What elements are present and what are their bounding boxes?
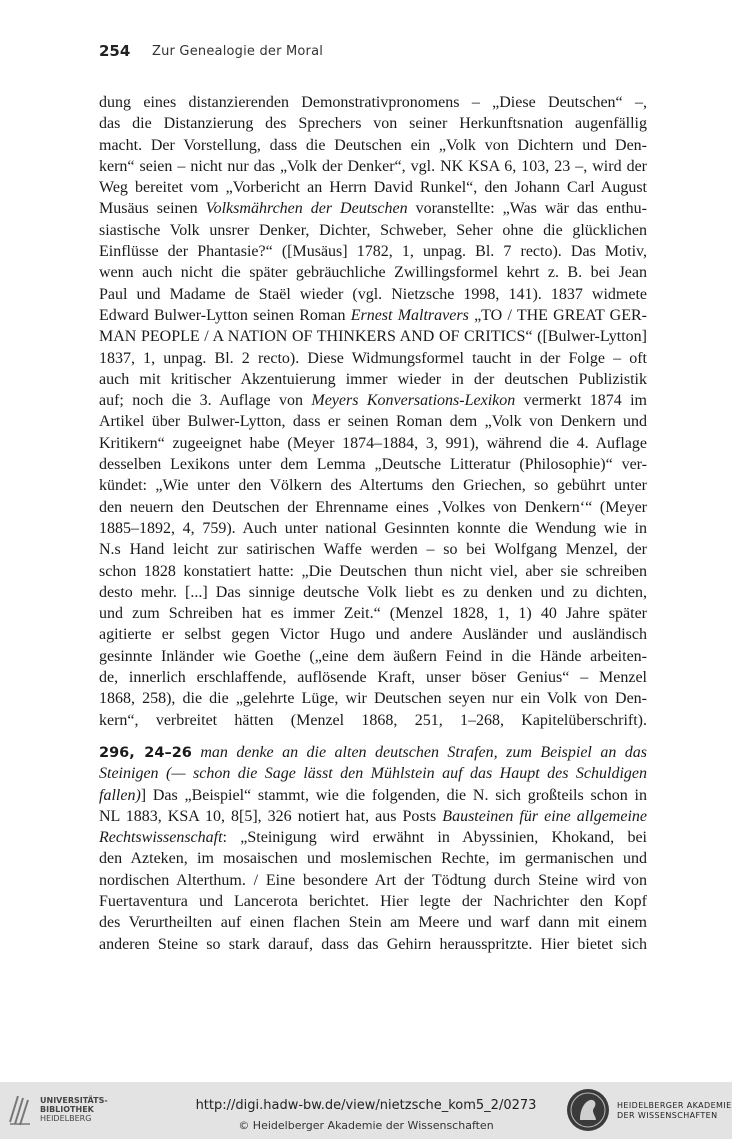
text-run: den Azteken, im mosaischen und moslemischen Rechte, im germanischen und [99, 850, 647, 868]
text-run: Musäus seinen [99, 200, 206, 218]
text-line [99, 390, 647, 411]
text-line [99, 603, 647, 624]
italic-text: fallen) [99, 786, 141, 804]
text-run: ] Das „Beispiel“ stammt, wie die folgenden, die N. sich großteils schon in [140, 786, 647, 804]
text-line [99, 806, 647, 827]
academy-name: HEIDELBERGER AKADEMIE DER WISSENSCHAFTEN [617, 1101, 732, 1120]
text-line [99, 326, 647, 347]
text-line [99, 92, 647, 113]
text-run: agitierte er selbst gegen Victor Hugo und andere Ausländer und ausländisch [99, 626, 647, 644]
text-line [99, 411, 647, 432]
text-line [99, 934, 647, 955]
text-line [99, 454, 647, 475]
text-line [99, 646, 647, 667]
text-run: das die Distanzierung des Sprechers von seiner Herkunftsnation augenfällig [99, 115, 647, 133]
text-line [99, 518, 647, 539]
text-line [99, 475, 647, 496]
text-run: Edward Bulwer-Lytton seinen Roman [99, 306, 351, 324]
text-run: macht. Der Vorstellung, dass die Deutschen ein „Volk von Dichtern und Den- [99, 136, 647, 154]
text-run: kern“, verbreitet hätten (Menzel 1868, 251, 1–268, Kapitelüberschrift). [99, 711, 647, 729]
text-line [99, 135, 647, 156]
text-line [99, 912, 647, 933]
page-number: 254 [99, 42, 131, 60]
italic-text: Meyers Konversations-Lexikon [311, 392, 516, 410]
text-run: : „Steinigung wird erwähnt in Abyssinien, Khokand, bei [222, 829, 647, 847]
academy-seal-icon [566, 1088, 610, 1132]
text-line [99, 198, 647, 219]
text-run: auf; noch die 3. Auflage von [99, 392, 312, 410]
text-line [99, 667, 647, 688]
text-run: 1885–1892, 4, 759). Auch unter national Gesinnten konnte die Wendung wie in [99, 519, 647, 537]
text-run: den neuern den Deutschen der Ehrenname eines ‚Volkes von Denkern‘“ (Meyer [99, 498, 647, 516]
text-line [99, 433, 647, 454]
text-line [99, 624, 647, 645]
italic-text: Volksmährchen der Deutschen [205, 200, 408, 218]
text-line [99, 827, 647, 848]
text-line [99, 870, 647, 891]
text-run: schon 1828 konstatiert hatte: „Die Deutschen thun nicht viel, aber sie schreiben [99, 562, 647, 580]
footer-bar [0, 1082, 732, 1139]
text-line [99, 220, 647, 241]
text-run: NL 1883, KSA 10, 8[5], 326 notiert hat, aus Posts [99, 807, 443, 825]
paragraph-1 [99, 92, 647, 731]
text-line [99, 113, 647, 134]
text-run: dung eines distanzierenden Demonstrativpronomens – „Diese Deutschen“ –, [99, 94, 647, 111]
text-run: 1868, 258), die die „gelehrte Lüge, wir Deutschen seyen nur ein Volk von Den- [99, 690, 647, 708]
text-run: 1837, 1, unpag. Bl. 2 recto). Diese Widmungsformel taucht in der Folge – oft [99, 349, 647, 367]
text-run: auch mit kritischer Akzentuierung immer wieder in der deutschen Publizistik [99, 370, 647, 388]
italic-text: Rechtswissenschaft [99, 829, 223, 847]
text-line [99, 582, 647, 603]
text-line [99, 284, 647, 305]
text-run: voranstellte: „Was wär das enthu- [407, 200, 647, 218]
text-run: gesinnte Inländer wie Goethe („eine dem äußern Feind in die Hände arbeiten- [99, 647, 647, 665]
university-library-name: UNIVERSITÄTS- BIBLIOTHEK HEIDELBERG [40, 1096, 108, 1123]
text-run: de, innerlich erschlaffende, auflösende Kraft, unser böser Genius“ – Menzel [99, 669, 647, 687]
text-run: wenn auch nicht die später gebräuchliche Zwillingsformel kehrt z. B. bei Jean [99, 264, 647, 282]
text-run: Weg bereitet vom „Vorbericht an Herrn David Runkel“, den Johann Carl August [99, 179, 647, 197]
lemma-reference: 296, 24–26 [99, 744, 192, 761]
text-run: Fuertaventura und Lancerota berichtet. Hier legte der Nachrichter den Kopf [99, 892, 647, 910]
text-line [99, 848, 647, 869]
italic-text: Steinigen (— schon die Sage lässt den Mühlstein auf das Haupt des Schuldigen [99, 765, 647, 783]
italic-text: Ernest Maltravers [350, 306, 469, 324]
text-run: „TO / THE GREAT GER- [468, 306, 648, 324]
page-body [99, 92, 647, 955]
text-run: desselben Lexikons unter dem Lemma „Deutsche Litteratur (Philosophie)“ ver- [99, 456, 647, 474]
text-run: vermerkt 1874 im [515, 392, 647, 410]
text-run: MAN PEOPLE / A NATION OF THINKERS AND OF CRITICS“ ([Bulwer-Lytton] [99, 328, 647, 346]
running-title: Zur Genealogie der Moral [152, 44, 324, 59]
text-run: Artikel über Bulwer-Lytton, dass er seinen Roman dem „Volk von Denkern und [99, 413, 647, 431]
text-line [99, 891, 647, 912]
text-line [99, 539, 647, 560]
text-line [99, 241, 647, 262]
paragraph-2 [99, 742, 647, 955]
text-line [99, 785, 647, 806]
italic-text: Bausteinen für eine allgemeine [442, 807, 648, 825]
text-run: und zum Schreiben hat es immer Zeit.“ (Menzel 1828, 1, 1) 40 Jahre später [99, 605, 647, 623]
italic-text: man denke an die alten deutschen Strafen, zum Beispiel an das [200, 743, 648, 761]
text-run: kern“ seien – nicht nur das „Volk der Denker“, vgl. NK KSA 6, 103, 23 –, wird der [99, 157, 647, 175]
text-run: N.s Hand leicht zur satirischen Waffe werden – so bei Wolfgang Menzel, der [99, 541, 647, 559]
text-line [99, 688, 647, 709]
text-run: Paul und Madame de Staël wieder (vgl. Nietzsche 1998, 141). 1837 widmete [99, 285, 647, 303]
text-run: des Verurtheilten auf einen flachen Stein am Meere und warf dann mit einem [99, 914, 647, 932]
text-run: kündet: „Wie unter den Völkern des Altertums den Griechen, so gebührt unter [99, 477, 647, 495]
text-run: nordischen Alterthum. / Eine besondere Art der Tödtung durch Steine wird von [99, 871, 647, 889]
source-url-link[interactable]: http://digi.hadw-bw.de/view/nietzsche_kom5_2/0273 [195, 1098, 537, 1113]
text-line [99, 305, 647, 326]
text-line [99, 369, 647, 390]
text-run: Einflüsse der Phantasie?“ ([Musäus] 1782, 1, unpag. Bl. 7 recto). Das Motiv, [99, 243, 647, 261]
text-run: desto mehr. [...] Das sinnige deutsche Volk liebt es zu denken und zu dichten, [99, 583, 647, 601]
text-run: Kritikern“ zugeeignet habe (Meyer 1874–1884, 3, 991), während die 4. Auflage [99, 434, 647, 452]
text-line [99, 710, 647, 731]
text-line [99, 561, 647, 582]
text-line [99, 156, 647, 177]
text-line [99, 262, 647, 283]
text-line [99, 348, 647, 369]
text-line [99, 177, 647, 198]
text-line [99, 497, 647, 518]
text-run: siastische Volk unsrer Denker, Dichter, Schweber, Seher ohne die glücklichen [99, 221, 647, 239]
text-run: anderen Steine so stark darauf, dass das Gehirn herausspritzte. Hier bietet sich [99, 935, 647, 953]
text-line [99, 742, 647, 763]
text-line [99, 763, 647, 784]
copyright-notice: © Heidelberger Akademie der Wissenschaften [238, 1119, 494, 1132]
